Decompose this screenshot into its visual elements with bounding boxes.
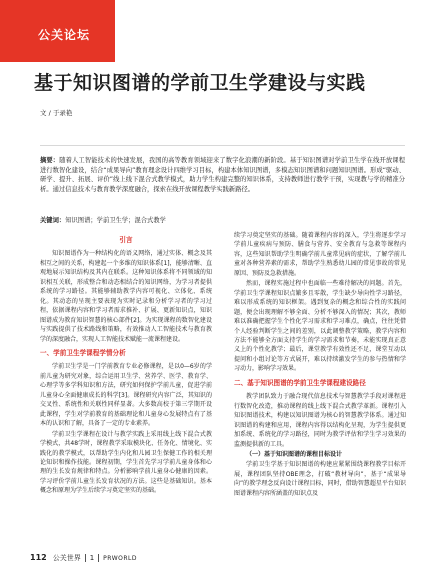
abstract-label: 摘要：: [40, 157, 60, 164]
abstract-text: 随着人工智能技术的快速发展，我国的高等教育领域迎来了数字化浪潮的新阶段。基于知识图谱对学前卫生学在线开放课程进行数智化建设，结合“成果导向”教育理念设计四维学习目标，构建本体知识图谱，多模态知识图谱和问题知识图谱。形成“驱动、研学、提升、拓展、评价”线上线下混合式教学模式，助力学生构建完整的知识体系，支持教师进行教学干预，实现教与学的精准分析。通过信息技术与教育教学深度融合，探索在线开放课程教学实践新路径。: [40, 157, 406, 193]
author-byline: 文 / 于录艳: [40, 109, 73, 117]
left-column: [40, 231, 212, 497]
footer-divider: [85, 554, 86, 562]
abstract: [40, 156, 405, 194]
footer-divider: [98, 554, 99, 562]
section-tag: [0, 0, 115, 62]
magazine-name: 公关世界: [52, 554, 81, 562]
paragraph: 续学习奠定坚实的基础。随着课程内容的深入，学生将逐步学习学前儿童疾病与预防、膳食与营养、安全教育与急救等课程内容，这些知识帮助学生明确学前儿童常见病的症状，了解学前儿童对各种营养素的需求，帮助学生熟悉幼儿园的常见事故的常见原因、预防及急救措施。: [234, 232, 406, 277]
paragraph: 学前卫生学是一门学前教育专业必修课程，是以0—6岁的学前儿童为研究对象，综合运用卫生学、营养学、医学、教育学、心理学等多学科知识和方法，研究如何保护学前儿童，促进学前儿童身心全面健康成长的科学[3]。课程研究内容广泛，其知识的交叉性、系统性和关联性同样显著。大多数高校于第三学期开设此课程，学生对学前教育的基础理论和儿童身心发展特点有了基本的认识和了解，具备了一定的专业素养。: [40, 363, 212, 428]
section-heading-intro: 引言: [119, 236, 133, 244]
paragraph: 学前卫生学课程在设计与教学实践上采用线上线下混合式教学模式，共48学时，课程教学采取模块化、任务化、情境化、实践化的教学模式，以帮助学生内化和儿园卫生保健工作的相关理论知识和操作技能。课程初期，学生首先学习学前儿童身体和心理的生长发育规律和特点。分析影响学前儿童身心健康的因素。学习评价学前儿童生长发育状况的方法。这些是基础知识。基本概念和原理为学生后续学习奠定坚实的基础。: [40, 430, 212, 495]
section-heading-2: 二、基于知识图谱的学前卫生学课程建设路径: [234, 378, 366, 387]
section-heading-1: 一、学前卫生学课程学情分析: [40, 348, 126, 357]
keywords-text: 知识图谱；学前卫生学；混合式教学: [65, 217, 166, 224]
paragraph: 学前卫生学基于知识图谱的构建应紧紧围绕课程教学目标开展，课程团队坚持OBE理念，打破“教材导向”，基于“成果导向”的教学理念反向设计课程目标，同时，借助智慧超星平台知识图谱课程内容所涵盖的知识点及: [234, 461, 406, 497]
section-tag-label: 公关论坛: [38, 28, 91, 42]
page-footer: [30, 553, 137, 563]
header-divider: [40, 145, 405, 146]
issue-number: 1: [89, 554, 95, 562]
keywords-label: 关键词：: [40, 217, 66, 224]
subsection-heading: （一）基于知识图谱的课程目标设计: [246, 450, 343, 458]
keywords: [40, 215, 405, 224]
magazine-english-name: PRWORLD: [103, 555, 138, 562]
paragraph: 知识图谱作为一种结构化的语义网络，通过实体、概念及其相互之间的关系，构建起一个多维的知识体系[1]，能够清晰、直观地展示知识结构及其内在联系。这种知识体系将不同领域的知识相互关联，形成整合和动态相结合的知识网络，为学习者提供系统的学习路径。其能够辅助教学内容可视化、立体化、系统化。其动态的呈现主要表现为实时记录和分析学习者的学习过程，依据课程内容和学习者需求推补、扩展、更新知识点，知识图谱成为教育知识智慧的核心部件[2]。为实现课程的数智化建设与实践提供了技术路线和策略，有效推动人工智能技术与教育教学的深度融合，实现人工智能技术赋能一流课程建设。: [40, 250, 212, 343]
page-number: 112: [30, 553, 47, 562]
paragraph: 然而，课程实施过程中也面临一些难待解决的问题。首先，学前卫生学课程知识点繁多且零散，学生缺少导向性学习路径，难以形成系统的知识框架。遇到复杂的概念和综合性的实践问题，便会出现理解不够全面、分析不够深入的情况；其次，教师难以准确把握学生个性化学习需求和学习难点，确点，往往凭借个人经验判断学生之间的差别，以此调整教学策略，教学内容和方法不能够全方面支持学生的学习需求和节奏，未能实现真正意义上的个性化教学；最后，课堂教学有效性还不足，课堂互动以提问和小组讨论等方式展开，难以持续激发学生的参与热情和学习动力，影响学习效果。: [234, 280, 406, 373]
article-title: 基于知识图谱的学前卫生学建设与实践: [34, 72, 366, 94]
paragraph: 教学团队致力于融合现代信息技术与智慧教学手段对课程进行数智化改造，推动课程的线上线下混合式教学革新。课程引入知识图谱技术，构建以知识图谱为核心的智慧教学体系。通过知识图谱的构建和应用，课程内容得以结构化呈现，为学生提供更加系统、系统化的学习路径，同时为教学评估和学生学习效果的监测提供新的工具。: [234, 393, 406, 448]
right-column: [234, 231, 406, 499]
